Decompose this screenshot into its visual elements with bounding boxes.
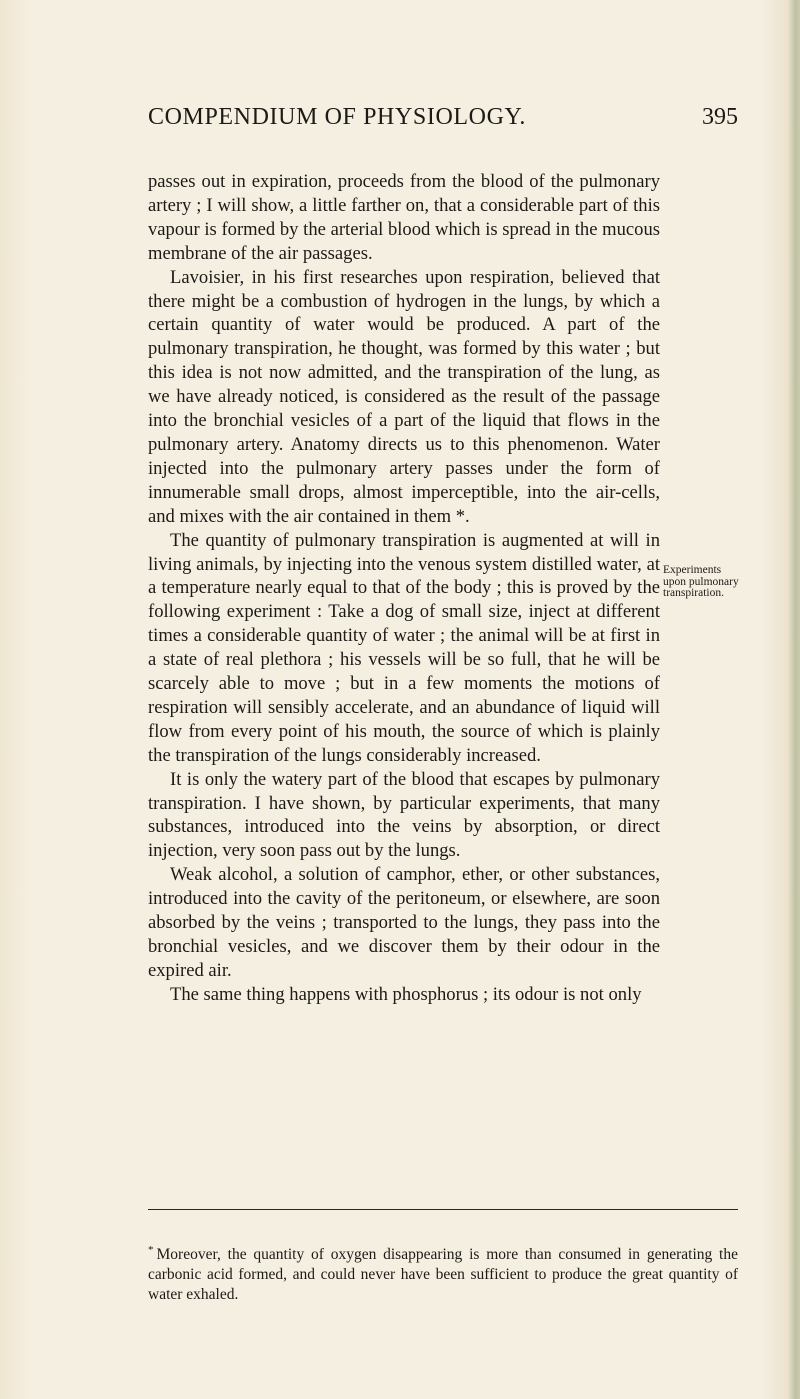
footnote-text: Moreover, the quantity of oxygen disappearing is more than consumed in generating the carbonic acid formed, and could never have been sufficient to produce the great quantity of water exhaled. xyxy=(148,1246,738,1304)
paragraph: It is only the watery part of the blood that escapes by pulmonary transpiration. I have shown, by particular experiments, that many substances, introduced into the veins by absorption, or direct injection, very soon pass out by the lungs. xyxy=(148,768,660,862)
footnote xyxy=(148,1240,738,1305)
page-number: 395 xyxy=(702,104,738,130)
page-edge xyxy=(788,0,800,1399)
footnote-mark: * xyxy=(148,1244,154,1256)
running-title: COMPENDIUM OF PHYSIOLOGY. xyxy=(148,104,526,130)
paragraph: Weak alcohol, a solution of camphor, ether, or other substances, introduced into the cavity of the peritoneum, or elsewhere, are soon absorbed by the veins ; transported to the lungs, they pass into the bronchial vesicles, and we discover them by their odour in the expired air. xyxy=(148,864,660,981)
paragraph: The quantity of pulmonary transpiration is augmented at will in living animals, by injecting into the venous system distilled water, at a temperature nearly equal to that of the body ; this is proved by the following experiment : Take a dog of small size, inject at different times a considerable quantity of water ; the animal will be at first in a state of real plethora ; his vessels will be so full, that he will be scarcely able to move ; but in a few moments the motions of respiration will sensibly accelerate, and an abundance of liquid will flow from every point of his mouth, the source of which is plainly the transpiration of the lungs considerably increased. xyxy=(148,529,660,766)
body-text xyxy=(148,170,660,1007)
running-head xyxy=(148,104,738,134)
paragraph: The same thing happens with phosphorus ; its odour is not only xyxy=(170,983,642,1005)
footnote-rule xyxy=(148,1209,738,1210)
paragraph: Lavoisier, in his first researches upon respiration, believed that there might be a combustion of hydrogen in the lungs, by which a certain quantity of water would be produced. A part of the pulmonary transpiration, he thought, was formed by this water ; but this idea is not now admitted, and the transpiration of the lung, as we have already noticed, is considered as the result of the passage into the bronchial vesicles of a part of the liquid that flows in the pulmonary artery. Anatomy directs us to this phenomenon. Water injected into the pulmonary artery passes under the form of innumerable small drops, almost imperceptible, into the air-cells, and mixes with the air contained in them *. xyxy=(148,266,660,527)
paragraph: passes out in expiration, proceeds from the blood of the pulmonary artery ; I will show, a little farther on, that a considerable part of this vapour is formed by the arterial blood which is spread in the mucous membrane of the air passages. xyxy=(148,171,660,264)
margin-note: Experiments upon pulmonary transpiration. xyxy=(663,564,739,599)
